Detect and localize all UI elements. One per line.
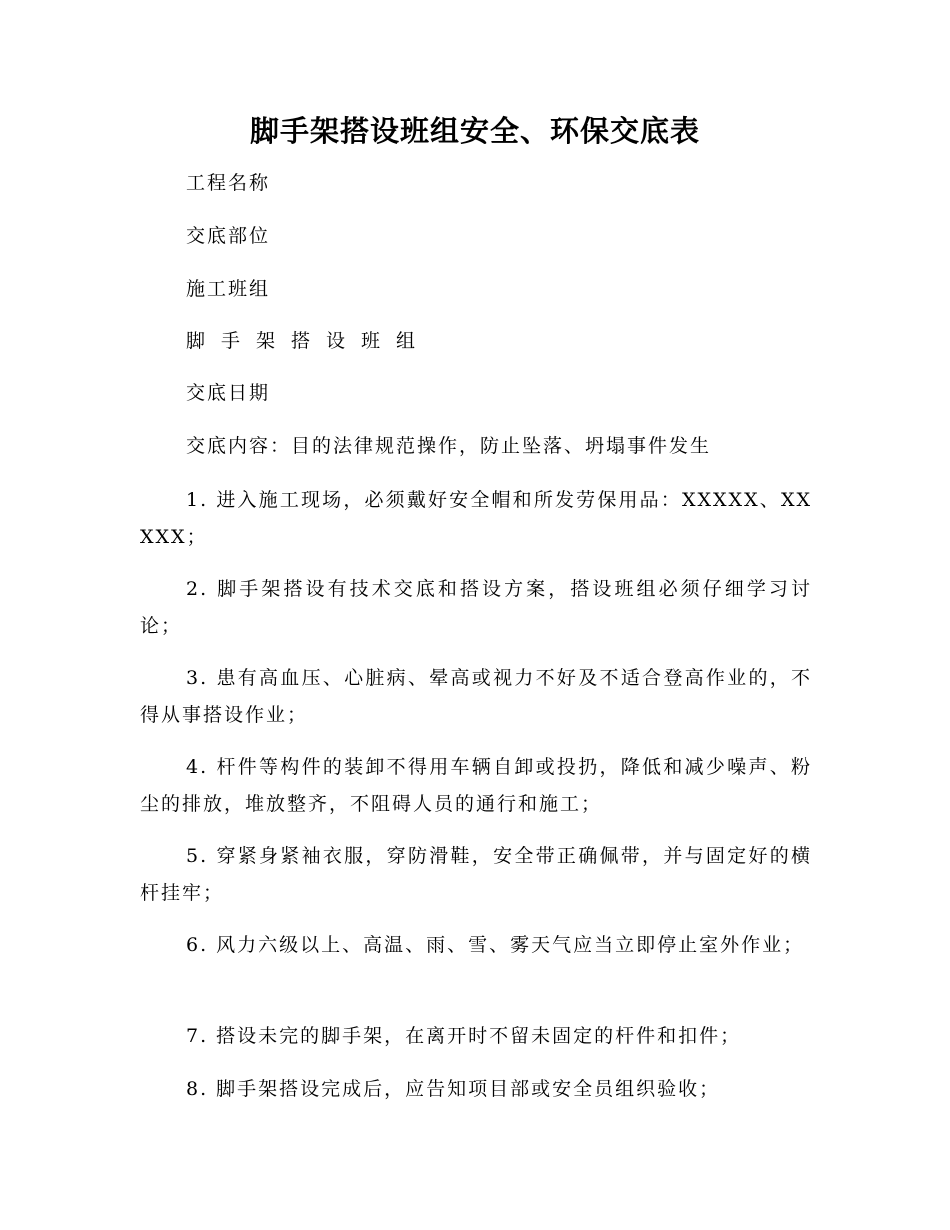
construction-team-label: 施工班组 [186,278,271,300]
handover-content: 交底内容：目的法律规范操作，防止坠落、坍塌事件发生 [186,435,712,457]
project-name-label: 工程名称 [186,172,271,194]
list-item: 6. 风力六级以上、高温、雨、雪、雾天气应当立即停止室外作业； [186,934,805,956]
handover-date-label: 交底日期 [186,382,271,404]
list-item: 5. 穿紧身紧袖衣服，穿防滑鞋，安全带正确佩带，并与固定好的横杆挂牢； [140,845,812,904]
list-item: 3. 患有高血压、心脏病、晕高或视力不好及不适合登高作业的，不得从事搭设作业； [140,667,812,726]
list-item: 8. 脚手架搭设完成后，应告知项目部或安全员组织验收； [186,1078,721,1100]
list-item: 1. 进入施工现场，必须戴好安全帽和所发劳保用品：XXXXX、XXXXX； [140,489,812,548]
list-item: 4. 杆件等构件的装卸不得用车辆自卸或投扔，降低和减少噪声、粉尘的排放，堆放整齐，不阻碍人员的通行和施工； [140,756,812,815]
document-title: 脚手架搭设班组安全、环保交底表 [249,114,700,148]
list-item: 7. 搭设未完的脚手架，在离开时不留未固定的杆件和扣件； [186,1025,742,1047]
team-name: 脚手架搭设班组 [186,330,432,352]
list-item: 2. 脚手架搭设有技术交底和搭设方案，搭设班组必须仔细学习讨论； [140,578,812,637]
handover-part-label: 交底部位 [186,225,271,247]
